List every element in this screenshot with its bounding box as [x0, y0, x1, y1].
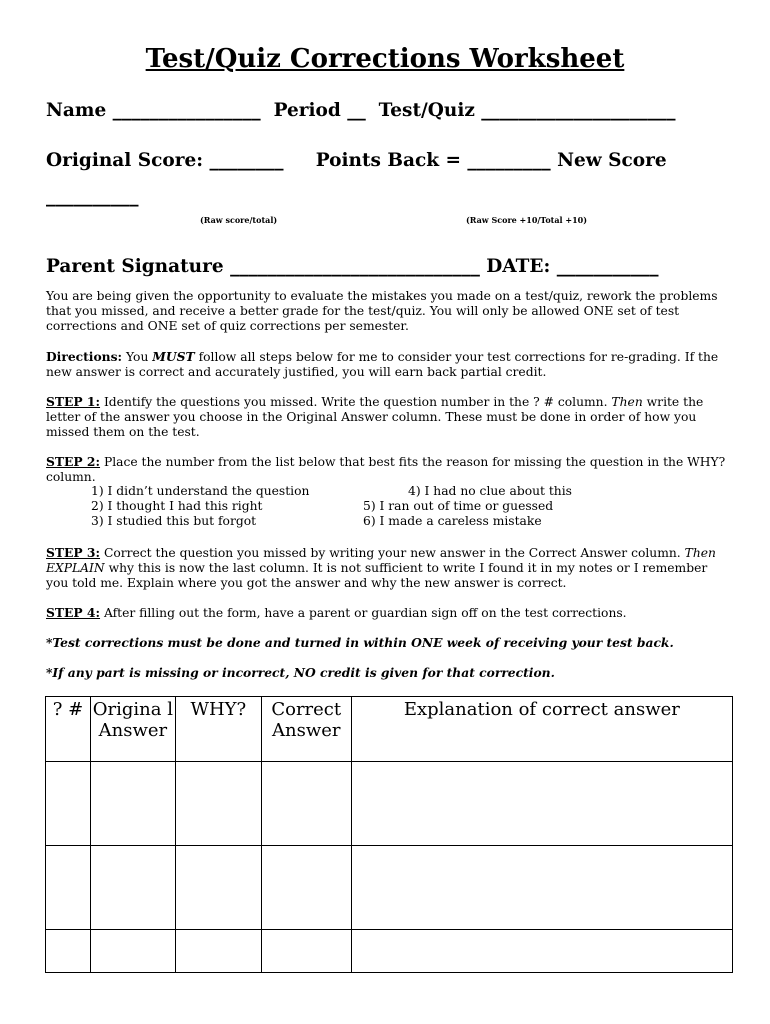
- reason-4: 4) I had no clue about this: [408, 484, 572, 498]
- corrections-table: [45, 696, 733, 973]
- why-cell[interactable]: [175, 846, 261, 930]
- question-number-cell[interactable]: [46, 762, 91, 846]
- worksheet-title: Test/Quiz Corrections Worksheet: [145, 44, 625, 74]
- name-period-test-line: Name ________________ Period __ Test/Quiz _____________________: [46, 100, 676, 121]
- original-answer-cell[interactable]: [90, 930, 175, 973]
- step3-text-2: why this is now the last column. It is not sufficient to write I found it in my notes or I remember you told me. Explain where you got the answer and why the new answer is correct.: [46, 561, 708, 590]
- correct-answer-cell[interactable]: [261, 846, 351, 930]
- credit-note: *If any part is missing or incorrect, NO credit is given for that correction.: [46, 665, 555, 680]
- directions-text-2: follow all steps below for me to consider your test corrections for re-grading. If the new answer is correct and accurately justified, you will earn back partial credit.: [46, 350, 719, 379]
- table-row: [46, 846, 733, 930]
- step4-paragraph: [46, 605, 728, 621]
- reason-2: 2) I thought I had this right: [91, 499, 263, 513]
- original-answer-cell[interactable]: [90, 762, 175, 846]
- reason-1: 1) I didn’t understand the question: [91, 484, 310, 498]
- explanation-cell[interactable]: [351, 762, 732, 846]
- why-cell[interactable]: [175, 762, 261, 846]
- step3-label: STEP 3:: [46, 545, 101, 560]
- step2-paragraph: [46, 454, 728, 485]
- table-row: [46, 762, 733, 846]
- original-answer-cell[interactable]: [90, 846, 175, 930]
- step3-then-explain: Then EXPLAIN: [46, 546, 716, 575]
- col-original-answer: Origina l Answer: [90, 697, 175, 762]
- step4-text: After filling out the form, have a parent or guardian sign off on the test corrections.: [100, 606, 627, 620]
- step1-text-2: write the letter of the answer you choose in the Original Answer column. These must be done in order of how you missed them on the test.: [46, 395, 704, 439]
- intro-paragraph: [46, 289, 728, 334]
- points-back-note: (Raw Score +10/Total +10): [466, 215, 587, 225]
- table-row: [46, 930, 733, 973]
- correct-answer-cell[interactable]: [261, 930, 351, 973]
- explanation-cell[interactable]: [351, 930, 732, 973]
- question-number-cell[interactable]: [46, 930, 91, 973]
- step1-label: STEP 1:: [46, 394, 101, 409]
- col-question-number: ? #: [46, 697, 91, 762]
- new-score-blank: __________: [46, 186, 139, 207]
- score-line: Original Score: ________ Points Back = _________ New Score: [46, 150, 667, 171]
- correct-answer-cell[interactable]: [261, 762, 351, 846]
- table-header-row: [46, 697, 733, 762]
- col-explanation: Explanation of correct answer: [351, 697, 732, 762]
- step1-then: Then: [611, 395, 643, 409]
- question-number-cell[interactable]: [46, 846, 91, 930]
- why-cell[interactable]: [175, 930, 261, 973]
- step2-text: Place the number from the list below that best fits the reason for missing the question in the WHY? column.: [46, 455, 726, 484]
- reason-5: 5) I ran out of time or guessed: [363, 499, 554, 513]
- col-correct-answer: Correct Answer: [261, 697, 351, 762]
- directions-paragraph: [46, 349, 728, 380]
- parent-signature-line: Parent Signature ___________________________ DATE: ___________: [46, 256, 659, 277]
- intro-text: You are being given the opportunity to evaluate the mistakes you made on a test/quiz, rework the problems that you missed, and receive a better grade for the test/quiz. You will only be allowed ONE set of test corrections and ONE set of quiz corrections per semester.: [46, 289, 718, 333]
- raw-score-note: (Raw score/total): [200, 215, 278, 225]
- directions-must: MUST: [152, 349, 195, 364]
- directions-label: Directions:: [46, 349, 123, 364]
- deadline-note: *Test corrections must be done and turned in within ONE week of receiving your test back.: [46, 635, 674, 650]
- step3-text-1: Correct the question you missed by writing your new answer in the Correct Answer column.: [100, 546, 685, 560]
- step1-paragraph: [46, 394, 728, 440]
- step4-label: STEP 4:: [46, 605, 101, 620]
- explanation-cell[interactable]: [351, 846, 732, 930]
- step1-text-1: Identify the questions you missed. Write the question number in the ? # column.: [100, 395, 612, 409]
- col-why: WHY?: [175, 697, 261, 762]
- reason-6: 6) I made a careless mistake: [363, 514, 542, 528]
- directions-text-1: You: [122, 350, 153, 364]
- step2-label: STEP 2:: [46, 454, 101, 469]
- reason-3: 3) I studied this but forgot: [91, 514, 257, 528]
- step3-paragraph: [46, 545, 728, 591]
